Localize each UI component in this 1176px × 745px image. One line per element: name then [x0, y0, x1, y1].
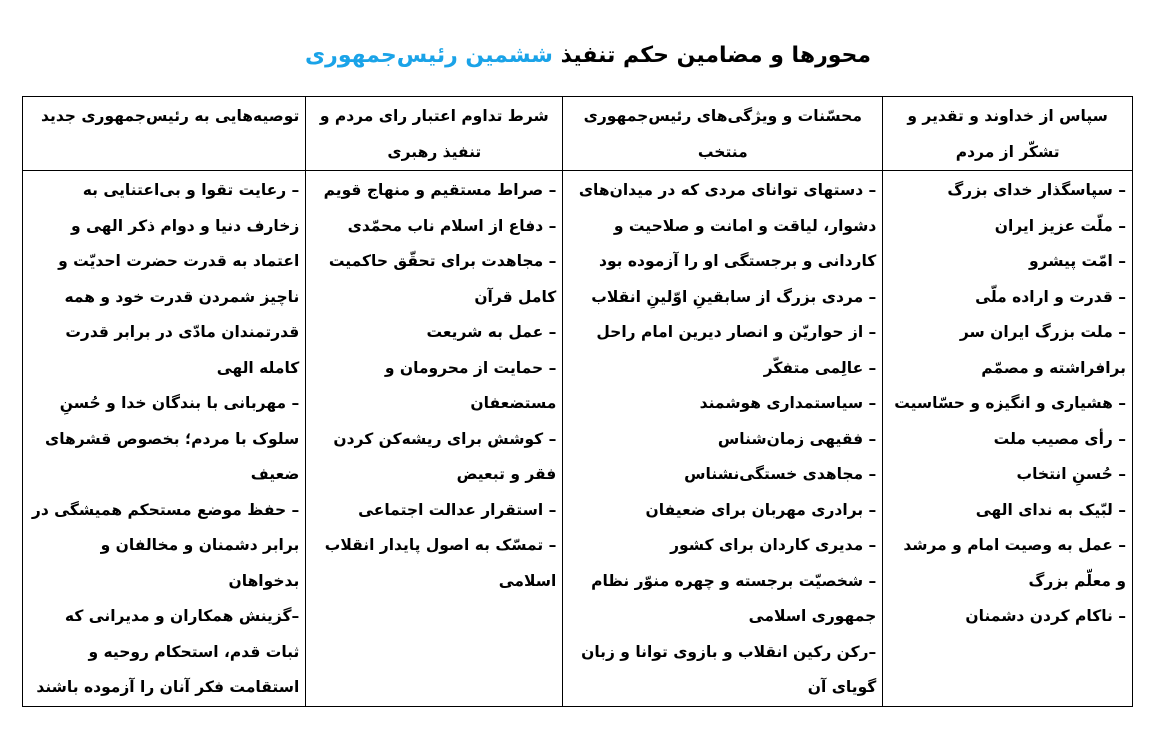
list-item: – مجاهدی خستگی‌نشناس [684, 465, 877, 483]
list-item: – قدرت و اراده ملّی [975, 287, 1126, 306]
list-item: – از حواریّن و انصار دیرین امام راحل [596, 323, 877, 341]
list-item: – حُسنِ انتخاب [1016, 465, 1126, 483]
list-item: – عالِمی متفکّر [763, 358, 877, 377]
list-item: – کوشش برای ریشه‌کن کردن فقر و تبعیض [333, 429, 557, 483]
list-item: –رکن رکین انقلاب و بازوی توانا و زبان گویای آن [581, 642, 877, 696]
list-recommendations [29, 173, 299, 706]
list-item: – حفظ موضع مستحکم همیشگی در برابر دشمنان و مخالفان و بدخواهان [31, 500, 300, 590]
title-highlight: ششمین رئیس‌جمهوری [304, 43, 553, 68]
list-item: – دفاع از اسلام ناب محمّدی [347, 216, 557, 235]
list-item: – مدیری کاردان برای کشور [670, 536, 877, 554]
list-item: –گزینش همکاران و مدیرانی که ثبات قدم، استحکام روحیه و استقامت فکر آنان را آزموده باشند [36, 607, 300, 696]
header-conditions: شرط تداوم اعتبار رای مردم و تنفیذ رهبری [306, 97, 563, 171]
list-item: – برادری مهربان برای ضعیفان [645, 500, 877, 519]
header-recommendations: توصیه‌هایی به رئیس‌جمهوری جدید [23, 97, 306, 171]
list-item: – هشیاری و انگیزه و حسّاسیت [894, 394, 1126, 412]
list-item: – ملّت عزیز ایران [994, 216, 1126, 235]
list-item: – سیاستمداری هوشمند [699, 394, 877, 412]
header-merits: محسّنات و ویژگی‌های رئیس‌جمهوری منتخب [563, 97, 883, 171]
table-body-row [23, 171, 1133, 707]
list-gratitude [889, 173, 1126, 635]
list-item: – عمل به وصیت امام و مرشد و معلّم بزرگ [903, 536, 1126, 590]
list-item: – شخصیّت برجسته و چهره منوّر نظام جمهوری اسلامی [591, 571, 877, 625]
list-item: – رأی مصیب ملت [993, 429, 1126, 448]
list-item: – صراط مستقیم و منهاج قویم [323, 181, 557, 199]
list-item: – فقیهی زمان‌شناس [717, 429, 877, 448]
list-item: – حمایت از محرومان و مستضعفان [384, 358, 557, 412]
list-item: – استقرار عدالت اجتماعی [358, 500, 557, 519]
list-item: – ملت بزرگ ایران سر برافراشته و مصمّم [959, 323, 1126, 377]
list-item: – مهربانی با بندگان خدا و حُسنِ سلوک با مردم؛ بخصوص قشرهای ضعیف [44, 394, 300, 483]
list-item: – تمسّک به اصول پایدار انقلاب اسلامی [324, 536, 557, 590]
list-item: – عمل به شریعت [426, 323, 557, 341]
list-item: – مجاهدت برای تحقّق حاکمیت کامل قرآن [328, 252, 557, 306]
page-title [0, 38, 1176, 74]
title-prefix: محورها و مضامین حکم تنفیذ [560, 43, 872, 68]
list-merits [569, 173, 876, 706]
table-header-row [23, 97, 1133, 171]
header-gratitude: سپاس از خداوند و تقدیر و تشکّر از مردم [883, 97, 1133, 171]
list-item: – سپاسگذار خدای بزرگ [947, 181, 1126, 199]
list-item: – دستهای توانای مردی که در میدان‌های دشوار، لیاقت و امانت و صلاحیت و کاردانی و برجستگی او را آزموده بود [578, 181, 877, 270]
cell-merits [563, 171, 883, 707]
list-item: – رعایت تقوا و بی‌اعتنایی به زخارف دنیا و دوام ذکر الهی و اعتماد به قدرت حضرت احدیّت و ناچیز شمردن قدرت خود و همه قدرتمندان مادّی در برابر قدرت کامله الهی [58, 181, 300, 377]
cell-recommendations [23, 171, 306, 707]
themes-table [22, 96, 1133, 707]
list-item: – امّت پیشرو [1028, 252, 1126, 270]
list-item: – مردی بزرگ از سابقینِ اوّلینِ انقلاب [591, 287, 877, 306]
cell-gratitude [883, 171, 1133, 707]
list-item: – لبّیک به ندای الهی [975, 500, 1126, 519]
list-conditions [312, 173, 556, 599]
list-item: – ناکام کردن دشمنان [965, 607, 1126, 625]
cell-conditions [306, 171, 563, 707]
